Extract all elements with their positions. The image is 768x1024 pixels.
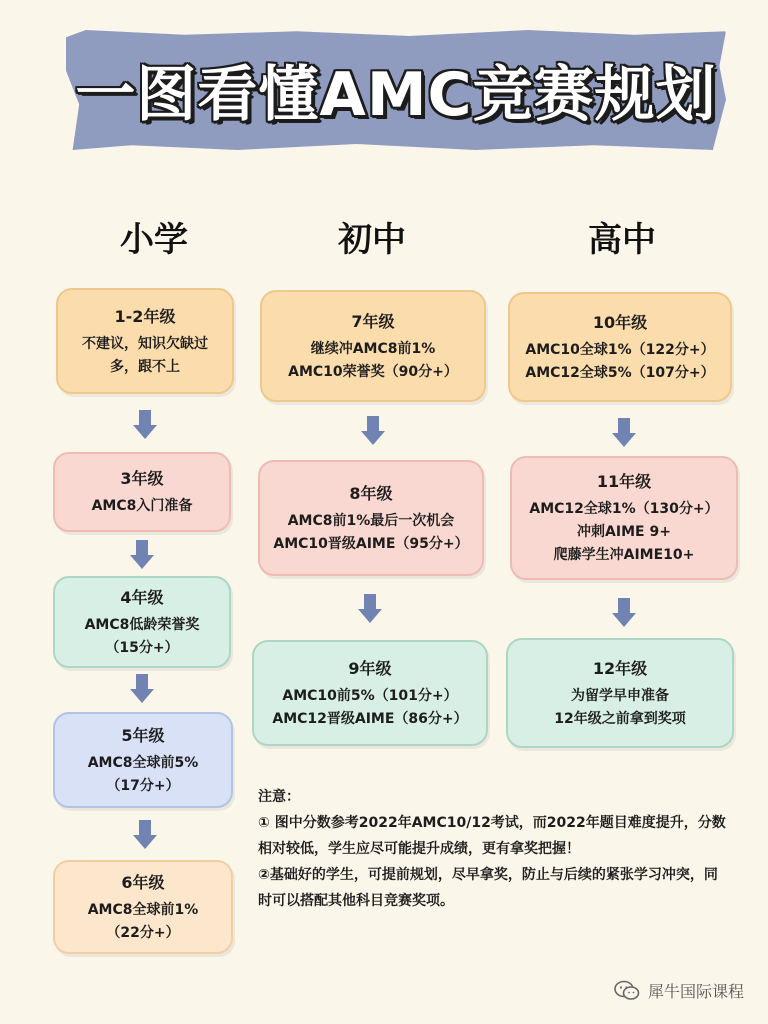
notes-section: [258, 784, 728, 914]
card-line: 继续冲AMC8前1%: [310, 340, 436, 357]
card-line: AMC8全球前1%: [87, 901, 199, 918]
card-line: （15分+）: [105, 639, 179, 656]
card-line: AMC10全球1%（122分+）: [525, 341, 715, 358]
card-grade: 10年级: [592, 312, 648, 332]
card-high-grade-11: [510, 456, 738, 580]
wechat-icon: [614, 980, 640, 1002]
arrow-down-icon: [133, 820, 157, 850]
card-middle-grade-7: [260, 290, 486, 402]
card-line: AMC12全球5%（107分+）: [525, 364, 715, 381]
column-header-middle: 初中: [338, 220, 406, 260]
card-line: AMC8全球前5%: [87, 754, 199, 771]
card-high-grade-10: [508, 292, 732, 402]
card-middle-grade-8: [258, 460, 484, 576]
card-grade: 9年级: [348, 658, 392, 678]
card-line: （17分+）: [106, 777, 180, 794]
card-line: AMC8低龄荣誉奖: [84, 616, 200, 633]
watermark: [614, 979, 744, 1002]
card-line: 冲刺AIME 9+: [577, 524, 671, 540]
card-line: 多，跟不上: [110, 358, 180, 375]
card-line: AMC10前5%（101分+）: [282, 687, 458, 704]
card-middle-grade-9: [252, 640, 488, 746]
card-grade: 11年级: [596, 472, 652, 491]
card-line: 为留学早申准备: [571, 687, 669, 704]
card-high-grade-12: [506, 638, 734, 748]
note-item-2: ②基础好的学生，可提前规划，尽早拿奖，防止与后续的紧张学习冲突，同时可以搭配其他科目竞赛奖项。: [258, 867, 718, 909]
card-line: AMC10荣誉奖（90分+）: [288, 363, 458, 380]
card-line: 12年级之前拿到奖项: [554, 710, 686, 727]
watermark-text: 犀牛国际课程: [647, 982, 744, 1001]
card-primary-grade-3: [53, 452, 231, 532]
note-item-1: ① 图中分数参考2022年AMC10/12考试，而2022年题目难度提升，分数相对较低，学生应尽可能提升成绩，更有拿奖把握！: [258, 815, 726, 857]
card-grade: 12年级: [592, 658, 648, 678]
arrow-down-icon: [133, 410, 157, 440]
card-line: 不建议，知识欠缺过: [82, 335, 208, 352]
card-primary-grade-4: [53, 576, 231, 668]
card-primary-grade-5: [53, 712, 233, 808]
card-line: AMC10晋级AIME（95分+）: [273, 535, 469, 552]
arrow-down-icon: [361, 416, 385, 446]
card-line: AMC8入门准备: [91, 498, 193, 514]
card-grade: 7年级: [351, 311, 395, 331]
column-header-primary: 小学: [120, 220, 188, 260]
card-grade: 4年级: [120, 587, 164, 607]
arrow-down-icon: [130, 540, 154, 570]
card-grade: 1-2年级: [114, 306, 176, 326]
card-line: AMC12全球1%（130分+）: [529, 501, 719, 517]
arrow-down-icon: [612, 598, 636, 628]
column-header-high: 高中: [588, 220, 656, 260]
notes-heading: 注意：: [258, 789, 300, 805]
arrow-down-icon: [358, 594, 382, 624]
page-title: 一图看懂AMC竞赛规划: [75, 60, 717, 130]
card-primary-grade-6: [53, 860, 233, 954]
card-line: （22分+）: [106, 924, 180, 941]
card-line: AMC8前1%最后一次机会: [287, 512, 455, 529]
card-grade: 3年级: [120, 469, 164, 488]
card-grade: 6年级: [121, 872, 165, 892]
card-line: 爬藤学生冲AIME10+: [553, 547, 695, 563]
card-primary-grade-1-2: [56, 288, 234, 394]
card-grade: 8年级: [349, 483, 393, 503]
card-grade: 5年级: [121, 725, 165, 745]
card-line: AMC12晋级AIME（86分+）: [272, 710, 468, 727]
arrow-down-icon: [130, 674, 154, 704]
arrow-down-icon: [612, 418, 636, 448]
